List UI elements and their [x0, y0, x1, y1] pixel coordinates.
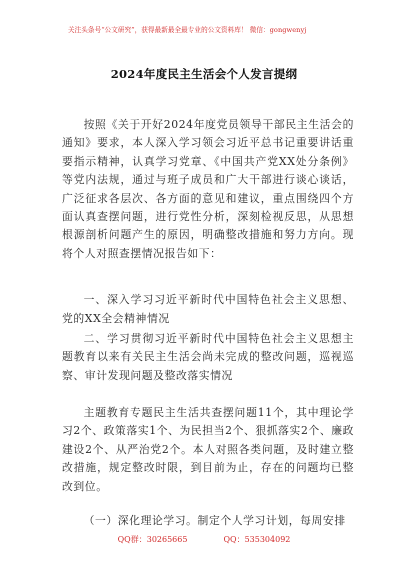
paragraph-problems	[62, 404, 354, 496]
paragraph-text: （一）深化理论学习。制定个人学习计划，每周安排	[83, 514, 346, 527]
paragraph-text: 按照《关于开好2024年度党员领导干部民主生活会的通知》要求，本人深入学习领会习近平总书记重要讲话重要指示精神，认真学习党章、《中国共产党XX处分条例》等党内法规，通过与班子成员和广大干部进行谈心谈话，广泛征求各层次、各方面的意见和建议，重点围绕四个方面认真查摆问题，进行党性分析，深刻检视反思，从思想根源剖析问题产生的原因，明确整改措施和努力方向。现将个人对照查摆情况报告如下：	[62, 118, 354, 260]
footer-qq: QQ：535304092	[223, 535, 291, 544]
paragraph-text: 一、深入学习习近平新时代中国特色社会主义思想、党的XX全会精神情况	[62, 293, 354, 325]
document-title: 2024年度民主生活会个人发言提纲	[110, 67, 298, 81]
footer-qq-group: QQ群：30265665	[117, 535, 188, 544]
section-heading-one	[62, 290, 354, 328]
footer-contact	[0, 534, 408, 545]
paragraph-intro	[62, 116, 354, 263]
paragraph-text: 二、学习贯彻习近平新时代中国特色社会主义思想主题教育以来有关民主生活会尚未完成的整改问题，巡视巡察、审计发现问题及整改落实情况	[62, 332, 354, 382]
section-heading-two	[62, 330, 354, 385]
header-banner: 关注头条号“公文研究”，获得最新最全最专业的公文资料库！ 微信：gongwenyj	[68, 26, 307, 34]
subsection-heading	[62, 512, 354, 530]
paragraph-text: 主题教育专题民主生活共查摆问题11个，其中理论学习2个、政策落实1个、为民担当2个、狠抓落实2个、廉政建设2个、从严治党2个。本人对照各类问题，及时建立整改措施，规定整改时限，到目前为止，存在的问题均已整改到位。	[62, 406, 355, 493]
